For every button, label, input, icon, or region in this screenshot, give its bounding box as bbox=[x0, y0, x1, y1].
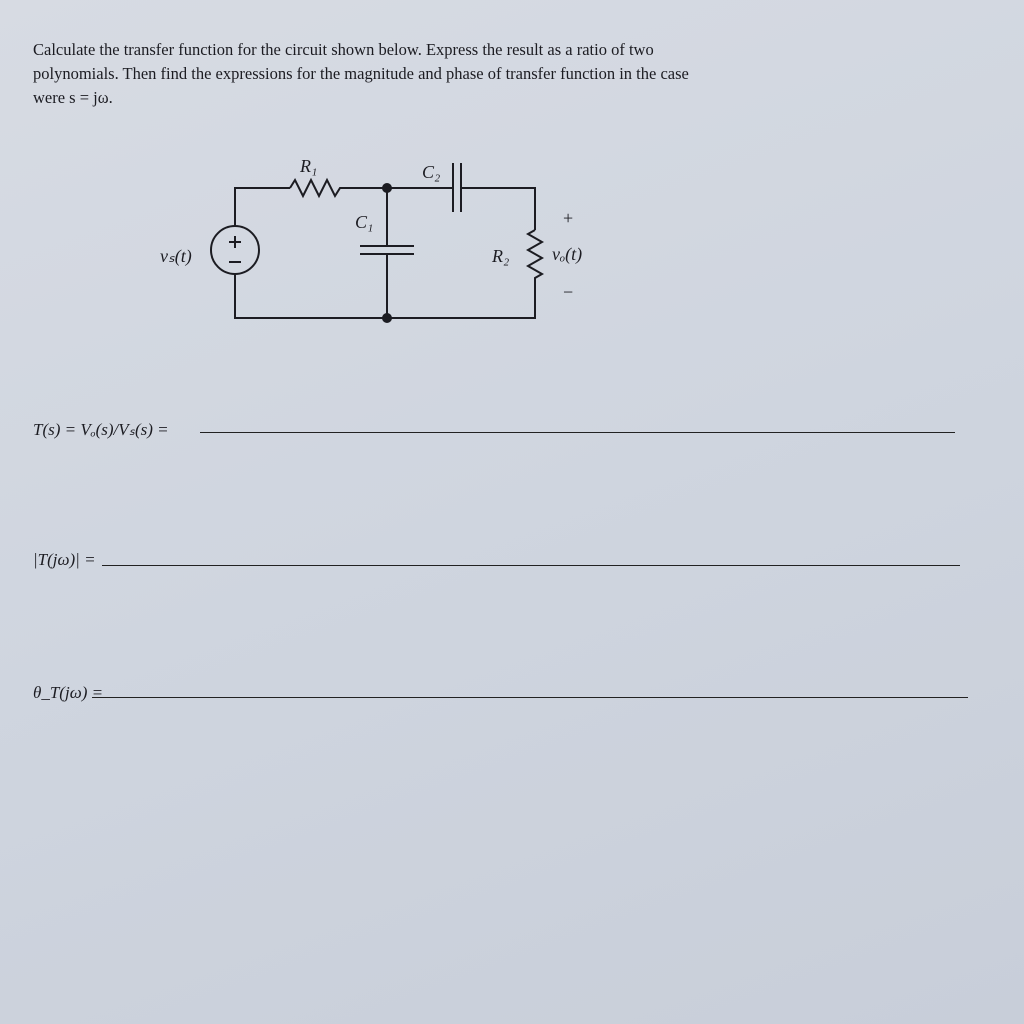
resistor-r1 bbox=[290, 180, 387, 196]
label-vs: vₛ(t) bbox=[160, 246, 192, 266]
problem-line-1: Calculate the transfer function for the circuit shown below. Express the result as a ratio of two bbox=[33, 40, 654, 59]
phase-answer-line[interactable] bbox=[92, 697, 968, 698]
phase-label: θ_T(jω) = bbox=[33, 683, 104, 702]
source-plus-icon bbox=[229, 236, 241, 248]
magnitude-answer-line[interactable] bbox=[102, 565, 960, 566]
capacitor-c2 bbox=[453, 163, 461, 212]
label-vo: vₒ(t) bbox=[552, 244, 583, 264]
label-c2: C₂ bbox=[422, 162, 441, 182]
transfer-function-answer-line[interactable] bbox=[200, 432, 955, 433]
output-plus: + bbox=[563, 208, 574, 228]
problem-line-3: were s = jω. bbox=[33, 88, 113, 107]
resistor-r2 bbox=[528, 230, 542, 280]
problem-line-2: polynomials. Then find the expressions for the magnitude and phase of transfer function in the case bbox=[33, 64, 689, 83]
capacitor-c1 bbox=[360, 188, 414, 318]
voltage-source bbox=[211, 226, 259, 274]
node-top bbox=[383, 184, 391, 192]
output-minus: − bbox=[563, 282, 574, 302]
transfer-function-label: T(s) = Vₒ(s)/Vₛ(s) = bbox=[33, 420, 169, 439]
label-c1: C₁ bbox=[355, 212, 374, 232]
magnitude-label: |T(jω)| = bbox=[33, 550, 96, 569]
node-bottom bbox=[383, 314, 391, 322]
label-r1: R₁ bbox=[300, 156, 318, 176]
wire-left-bottom bbox=[235, 274, 535, 318]
wire-left bbox=[235, 188, 290, 226]
label-r2: R₂ bbox=[492, 246, 510, 266]
